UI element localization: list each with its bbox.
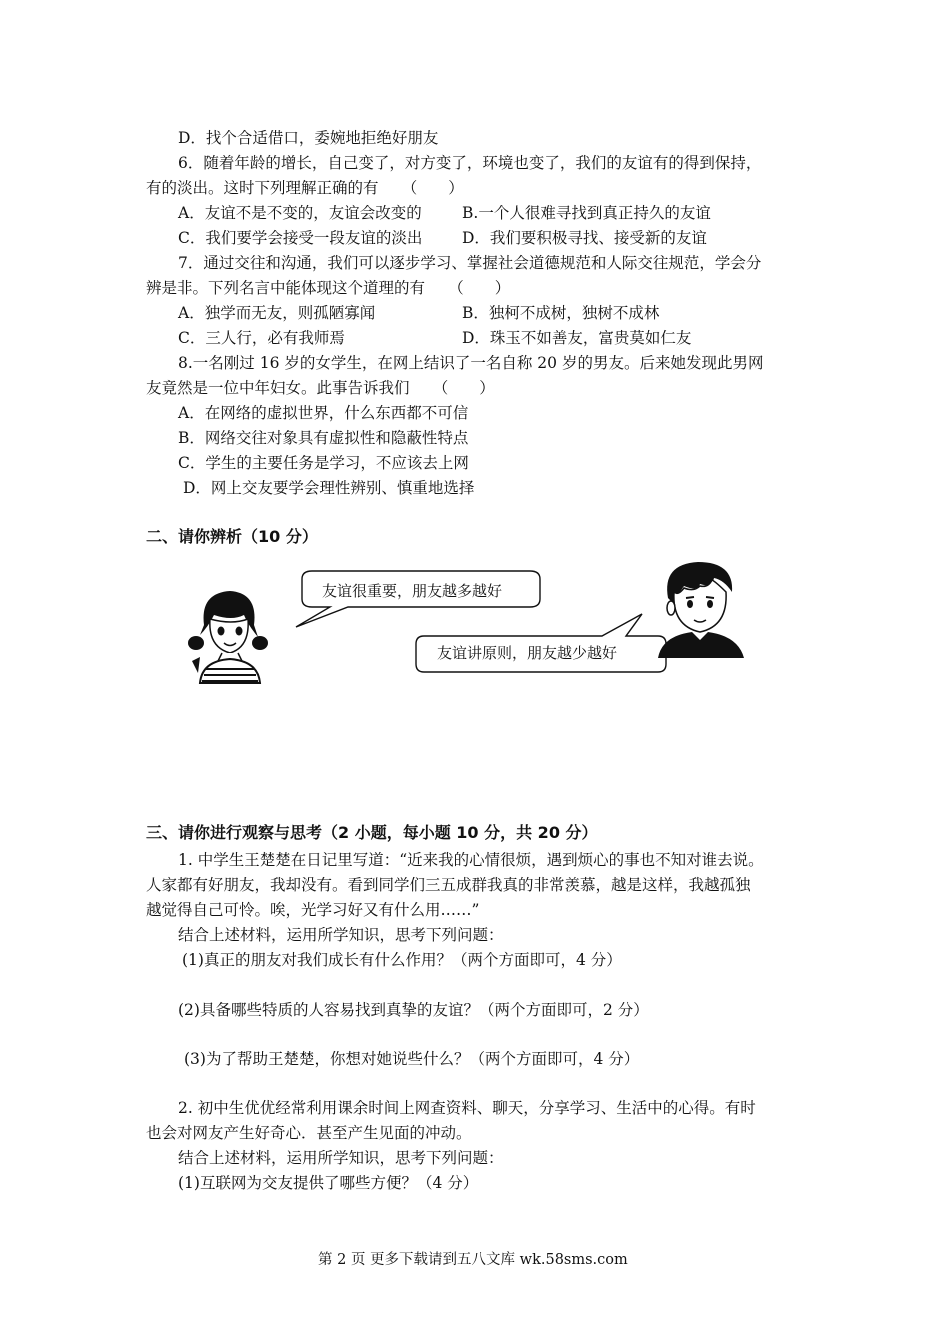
q1-subquestion-3: (3)为了帮助王楚楚，你想对她说些什么？（两个方面即可，4 分） (184, 1050, 640, 1068)
section3-heading: 三、请你进行观察与思考（2 小题，每小题 10 分，共 20 分） (146, 823, 598, 842)
bubble-left-text: 友谊很重要，朋友越多越好 (322, 582, 503, 600)
section2-heading: 二、请你辨析（10 分） (146, 527, 318, 546)
q2-material-line2: 也会对网友产生好奇心．甚至产生见面的冲动。 (146, 1124, 472, 1142)
page-footer: 第 2 页 更多下载请到五八文库 wk.58sms.com (318, 1252, 628, 1268)
q8-option-d: D．网上交友要学会理性辨别、慎重地选择 (183, 479, 475, 497)
bubble-right-text: 友谊讲原则，朋友越少越好 (437, 644, 618, 662)
q8-stem-line2: 友竟然是一位中年妇女。此事告诉我们 （ ） (146, 379, 495, 397)
q7-stem-line2: 辨是非。下列名言中能体现这个道理的有 （ ） (146, 279, 511, 297)
q8-option-c: C．学生的主要任务是学习，不应该去上网 (178, 454, 469, 472)
girl-illustration (186, 585, 272, 685)
q1-subquestion-1: (1)真正的朋友对我们成长有什么作用？（两个方面即可，4 分） (182, 951, 622, 969)
q2-prompt: 结合上述材料，运用所学知识，思考下列问题： (178, 1149, 504, 1167)
q6-stem-line2: 有的淡出。这时下列理解正确的有 （ ） (146, 179, 464, 197)
q6-option-b: B.一个人很难寻找到真正持久的友谊 (462, 204, 711, 222)
q1-material-line3: 越觉得自己可怜。唉，光学习好又有什么用……” (146, 901, 480, 919)
q2-subquestion-1: (1)互联网为交友提供了哪些方便？（4 分） (178, 1174, 479, 1192)
q7-option-c: C．三人行，必有我师焉 (178, 329, 345, 347)
q8-option-a: A．在网络的虚拟世界，什么东西都不可信 (178, 404, 469, 422)
q1-prompt: 结合上述材料，运用所学知识，思考下列问题： (178, 926, 504, 944)
q1-material-line1: 1. 中学生王楚楚在日记里写道：“近来我的心情很烦，遇到烦心的事也不知对谁去说。 (178, 851, 764, 869)
q1-material-line2: 人家都有好朋友，我却没有。看到同学们三五成群我真的非常羡慕，越是这样，我越孤独 (146, 876, 751, 894)
q7-option-b: B．独柯不成树，独树不成林 (462, 304, 660, 322)
q5-option-d: D．找个合适借口，委婉地拒绝好朋友 (178, 129, 439, 147)
q7-stem-line1: 7．通过交往和沟通，我们可以逐步学习、掌握社会道德规范和人际交往规范，学会分 (178, 254, 762, 272)
q6-option-c: C．我们要学会接受一段友谊的淡出 (178, 229, 423, 247)
q7-option-d: D．珠玉不如善友，富贵莫如仁友 (462, 329, 692, 347)
q6-option-d: D．我们要积极寻找、接受新的友谊 (462, 229, 707, 247)
q8-option-b: B．网络交往对象具有虚拟性和隐蔽性特点 (178, 429, 469, 447)
q8-stem-line1: 8.一名刚过 16 岁的女学生，在网上结识了一名自称 20 岁的男友。后来她发现此男网 (178, 354, 764, 372)
q6-stem-line1: 6．随着年龄的增长，自己变了，对方变了，环境也变了，我们的友谊有的得到保持， (178, 154, 762, 172)
q1-subquestion-2: (2)具备哪些特质的人容易找到真挚的友谊？（两个方面即可，2 分） (178, 1001, 649, 1019)
q7-option-a: A．独学而无友，则孤陋寡闻 (178, 304, 376, 322)
q6-option-a: A．友谊不是不变的，友谊会改变的 (178, 204, 422, 222)
q2-material-line1: 2. 初中生优优经常利用课余时间上网查资料、聊天，分享学习、生活中的心得。有时 (178, 1099, 756, 1117)
boy-illustration (654, 558, 748, 660)
